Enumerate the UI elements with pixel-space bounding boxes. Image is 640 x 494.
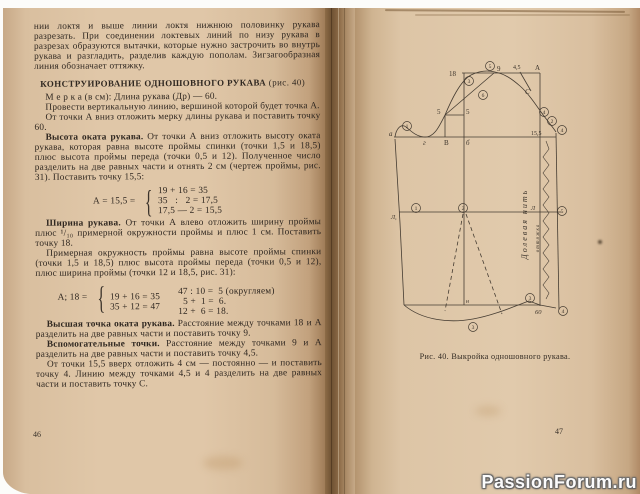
sleeve-pattern-diagram [378, 56, 580, 342]
formula-line: 5 + 1 = 6. [178, 296, 227, 307]
page-number-right: 47 [555, 427, 563, 436]
point-label-b: б [466, 139, 470, 147]
paragraph-lead: Высота оката рукава. [45, 132, 144, 143]
paragraph-vertical-line: Провести вертикальную линию, вершиной которой будет точка А. [45, 101, 320, 114]
stretch-zigzag-line [543, 141, 549, 299]
point-label-5-right: 5 [466, 108, 470, 116]
left-edge-line [395, 139, 404, 305]
paragraph-text: Расстояние между точками 18 и А разделить на две равных части и поставить точку 9. [35, 318, 322, 341]
formula-line: 35 : 2 = 17,5 [157, 195, 219, 206]
watermark: PassionForum.ru [481, 472, 637, 492]
formula-line: 19 + 16 = 35 [157, 185, 209, 196]
page-number-left: 46 [33, 430, 41, 439]
svg-text:1: 1 [414, 206, 418, 213]
section-heading-title: КОНСТРУИРОВАНИЕ ОДНОШОВНОГО РУКАВА [40, 76, 267, 89]
circled-marker-4-edge [558, 126, 567, 135]
formula-line: 19 + 16 = 35 [109, 291, 161, 303]
svg-text:4: 4 [561, 309, 565, 316]
formula-intro: А; 18 = [57, 292, 88, 303]
svg-text:6: 6 [481, 93, 485, 100]
formula-lines [158, 185, 222, 216]
circled-marker-5-top [486, 62, 495, 71]
circled-marker-3-bottom [526, 294, 535, 303]
intro-paragraph: нии локтя и выше линии локтя нижнюю половинку рукава разрезать. При соединении локтевых линий по низу рукава в разрезах образуются вытачки, которые нужно застрочить во внутрь рукава и разгладить, разделив каждую пополам. Зигзагообразная линия обозначает оттяжку. [33, 20, 321, 72]
stretch-label: оттяжка [536, 223, 541, 253]
pattern-lines [394, 71, 561, 321]
formula-line: 17,5 — 2 = 15,5 [158, 205, 223, 217]
svg-text:5: 5 [560, 209, 564, 216]
point-labels [389, 64, 542, 316]
point-label-9: 9 [497, 65, 501, 73]
formula-brace: { [97, 279, 106, 316]
paragraph-point-c: От точки 15,5 вверх отложить 4 см — постоянно — и поставить точку 4. Линию между точками 4,5 и 4 разделить на две равных части и поставить точку С. [35, 357, 323, 390]
svg-text:3: 3 [528, 296, 532, 303]
formula-cap-height [92, 183, 321, 220]
left-page-text-block [34, 21, 322, 390]
circled-marker-2-elbow [459, 204, 468, 213]
page-edge-line [331, 8, 332, 494]
formula-line: 12 + 6 = 18. [178, 306, 229, 318]
formula-brace: { [145, 183, 154, 220]
svg-text:4: 4 [560, 128, 564, 135]
circled-marker-6-diagonal [479, 91, 488, 100]
svg-text:5: 5 [488, 64, 492, 71]
paragraph-lead: Высшая точка оката рукава. [46, 319, 175, 331]
grain-line-label: Долевая нить [520, 188, 529, 260]
point-label-15-5: 15,5 [531, 131, 542, 137]
circled-marker-3-cap [465, 77, 474, 86]
point-label-v: В [444, 139, 449, 147]
section-heading [34, 78, 320, 90]
svg-text:2: 2 [461, 206, 465, 213]
point-label-a-top: А [535, 64, 541, 72]
paragraph-text: От точки А вниз отложить высоту оката рукава, которая равна высоте проймы спинки (точки 1,5 и 18,5) плюс высота проймы переда (точки 0,5 и 12). Полученное число разделить на две равных части и отнять 2 см (чертеж проймы, рис. 31). Поставить точку 15,5: [34, 131, 321, 183]
paragraph-merka: М е р к а (в см): Длина рукава (Др) — 60. [45, 92, 218, 104]
section-heading-ref: (рис. 40) [266, 76, 306, 87]
formula-sleeve-width [57, 281, 321, 318]
circled-marker-5-elbow [558, 207, 567, 216]
formula-line: 47 : 10 = 5 (округляем) [178, 286, 275, 297]
figure-caption: Рис. 40. Выкройка одношовного рукава. [419, 352, 571, 361]
right-page [355, 8, 640, 494]
right-outer-edge-line [556, 133, 559, 310]
point-label-n: н [466, 299, 469, 305]
svg-text:3: 3 [467, 79, 471, 86]
point-label-60: 60 [535, 309, 542, 316]
point-label-5-left: 5 [437, 108, 441, 116]
point-label-l-right: Л [531, 206, 536, 212]
paragraph-length: От точки А вниз отложить мерку длины рукава и поставить точку 60. [34, 111, 321, 134]
point-label-l-left: Л, [391, 215, 397, 221]
dart-left-dashed-line [445, 214, 463, 311]
paragraph-text: От точки А влево отложить ширину проймы плюс ¹/₁₀ примерной окружности проймы и плюс 1 см. Поставить точку 18. [35, 217, 322, 249]
circled-marker-4-corner [559, 307, 568, 316]
circled-marker-2-cap [548, 117, 557, 126]
page-edge-line [385, 9, 625, 13]
page-edge-line [415, 14, 630, 16]
circled-marker-1-elbow [412, 204, 421, 213]
open-book-photo [3, 8, 640, 494]
svg-text:1: 1 [405, 124, 409, 131]
formula-intro: А = 15,5 = [92, 196, 136, 207]
paragraph-text: Расстояние между точками 9 и А разделить на две равных части и поставить точку 4,5. [35, 338, 322, 360]
point-label-4-5: 4,5 [513, 65, 521, 71]
svg-text:2: 2 [550, 119, 554, 126]
circled-marker-3-hem [469, 323, 478, 332]
paragraph-lead: Вспомогательные точки. [46, 339, 160, 350]
paragraph-cap-height [35, 132, 321, 183]
point-label-g: г [423, 139, 426, 147]
formula-column-1 [110, 282, 160, 313]
paper-stain [203, 456, 243, 470]
sleeve-cap-curve [395, 71, 556, 137]
point-label-18: 18 [449, 70, 456, 78]
hem-curve [404, 301, 556, 321]
paragraph-lead: Ширина рукава. [46, 218, 121, 230]
point-label-a-lower: а [389, 130, 393, 138]
point-label-c: С [525, 88, 530, 96]
circled-markers [403, 62, 568, 332]
page-edge-line [338, 8, 339, 494]
svg-text:4: 4 [542, 110, 546, 117]
paragraph-sleeve-width [35, 218, 321, 249]
paragraph-armhole-circumference: Примерная окружность проймы равна высоте проймы спинки (точки 1,5 и 18,5) плюс высота проймы переда (точки 0,5 и 12), плюс ширина проймы (точки 12 и 18,5, рис. 31): [35, 247, 322, 279]
paper-speck [598, 240, 602, 244]
paper-stain [475, 406, 501, 416]
formula-column-2 [178, 281, 275, 317]
formula-line: 35 + 12 = 47 [110, 301, 161, 313]
page-edge-line [344, 8, 345, 494]
left-page [3, 8, 325, 494]
dart-right-dashed-line [466, 214, 502, 314]
page-gutter [325, 8, 355, 494]
svg-text:3: 3 [471, 325, 475, 332]
